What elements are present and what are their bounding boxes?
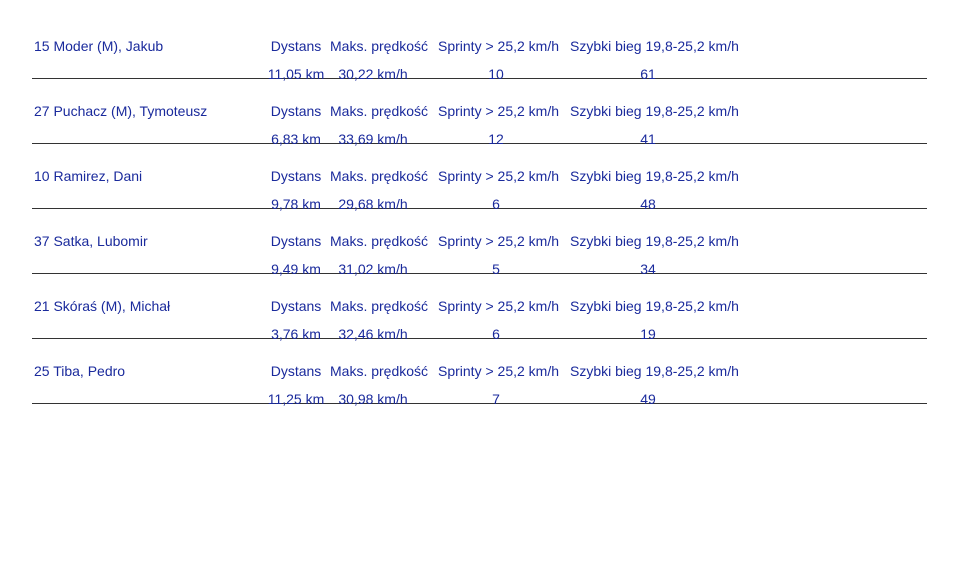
player-name: 21 Skóraś (M), Michał xyxy=(34,298,171,314)
player-row xyxy=(32,144,927,212)
fast-runs-value: 48 xyxy=(640,196,656,212)
distance-label: Dystans xyxy=(270,103,322,119)
max-speed-label: Maks. prędkość xyxy=(330,363,429,379)
fast-runs-label: Szybki bieg 19,8-25,2 km/h xyxy=(570,233,739,249)
max-speed-label: Maks. prędkość xyxy=(330,38,429,54)
distance-label: Dystans xyxy=(270,298,322,314)
player-name: 15 Moder (M), Jakub xyxy=(34,38,164,54)
fast-runs-value: 61 xyxy=(640,66,656,82)
player-row xyxy=(32,339,927,407)
distance-label: Dystans xyxy=(270,38,322,54)
player-row xyxy=(32,79,927,147)
sprints-value: 6 xyxy=(492,196,500,212)
player-name: 27 Puchacz (M), Tymoteusz xyxy=(34,103,208,119)
sprints-value: 10 xyxy=(488,66,504,82)
fast-runs-label: Szybki bieg 19,8-25,2 km/h xyxy=(570,38,739,54)
fast-runs-value: 49 xyxy=(640,391,656,407)
max-speed-value: 31,02 km/h xyxy=(338,261,408,277)
max-speed-value: 30,22 km/h xyxy=(338,66,408,82)
sprints-label: Sprinty > 25,2 km/h xyxy=(438,363,560,379)
max-speed-value: 33,69 km/h xyxy=(338,131,408,147)
distance-label: Dystans xyxy=(270,233,322,249)
fast-runs-value: 19 xyxy=(640,326,656,342)
player-row xyxy=(32,274,927,342)
player-row xyxy=(32,14,927,82)
distance-value: 3,76 km xyxy=(271,326,321,342)
max-speed-value: 32,46 km/h xyxy=(338,326,408,342)
distance-value: 11,25 km xyxy=(267,391,325,407)
sprints-value: 5 xyxy=(492,261,500,277)
player-name: 37 Satka, Lubomir xyxy=(34,233,148,249)
fast-runs-label: Szybki bieg 19,8-25,2 km/h xyxy=(570,363,739,379)
max-speed-label: Maks. prędkość xyxy=(330,103,429,119)
player-name: 10 Ramirez, Dani xyxy=(34,168,143,184)
max-speed-label: Maks. prędkość xyxy=(330,233,429,249)
max-speed-value: 29,68 km/h xyxy=(338,196,408,212)
distance-value: 11,05 km xyxy=(267,66,325,82)
fast-runs-label: Szybki bieg 19,8-25,2 km/h xyxy=(570,168,739,184)
player-row xyxy=(32,209,927,277)
sprints-label: Sprinty > 25,2 km/h xyxy=(438,298,560,314)
fast-runs-value: 34 xyxy=(640,261,656,277)
sprints-value: 6 xyxy=(492,326,500,342)
max-speed-label: Maks. prędkość xyxy=(330,298,429,314)
distance-label: Dystans xyxy=(270,363,322,379)
player-name: 25 Tiba, Pedro xyxy=(34,363,126,379)
sprints-label: Sprinty > 25,2 km/h xyxy=(438,233,560,249)
sprints-value: 7 xyxy=(492,391,500,407)
max-speed-label: Maks. prędkość xyxy=(330,168,429,184)
sprints-value: 12 xyxy=(488,131,504,147)
distance-value: 9,78 km xyxy=(271,196,321,212)
max-speed-value: 30,98 km/h xyxy=(338,391,408,407)
fast-runs-value: 41 xyxy=(640,131,656,147)
sprints-label: Sprinty > 25,2 km/h xyxy=(438,38,560,54)
distance-value: 6,83 km xyxy=(271,131,321,147)
distance-value: 9,49 km xyxy=(271,261,321,277)
fast-runs-label: Szybki bieg 19,8-25,2 km/h xyxy=(570,298,739,314)
sprints-label: Sprinty > 25,2 km/h xyxy=(438,103,560,119)
distance-label: Dystans xyxy=(270,168,322,184)
fast-runs-label: Szybki bieg 19,8-25,2 km/h xyxy=(570,103,739,119)
sprints-label: Sprinty > 25,2 km/h xyxy=(438,168,560,184)
